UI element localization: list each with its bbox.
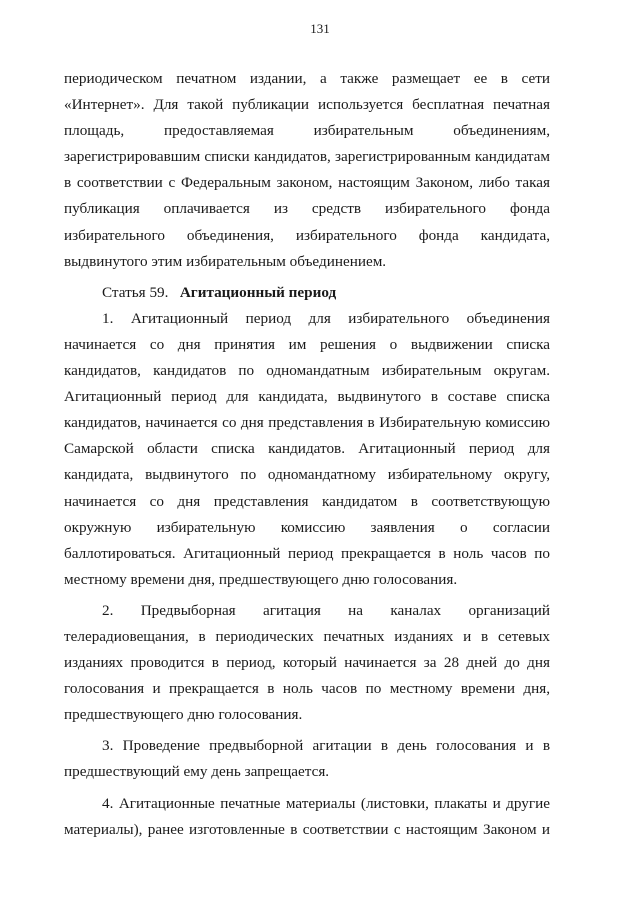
- page-number: 131: [310, 21, 330, 36]
- article-heading: [64, 280, 550, 306]
- continuation-paragraph: периодическом печатном издании, а также размещает ее в сети «Интернет». Для такой публикации используется бесплатная печатная площадь, предоставляемая избирательным объединениям, зарегистрировавшим списки кандидатов, зарегистрированным кандидатам в соответствии с Федеральным законом, настоящим Законом, либо такая публикация оплачивается из средств избирательного фонда избирательного объединения, избирательного фонда кандидата, выдвинутого этим избирательным объединением.: [64, 70, 550, 270]
- article-title: Агитационный период: [179, 283, 337, 301]
- paragraph-3: 3. Проведение предвыборной агитации в день голосования и в предшествующий ему день запрещается.: [64, 737, 550, 781]
- document-body: [64, 66, 550, 843]
- paragraph-1: 1. Агитационный период для избирательного объединения начинается со дня принятия им решения о выдвижении списка кандидатов, кандидатов по одномандатным избирательным округам. Агитационный период для кандидата, выдвинутого в составе списка кандидатов, начинается со дня представления в Избирательную комиссию Самарской области списка кандидатов. Агитационный период для кандидата, выдвинутого по одномандатному избирательному округу, начинается со дня представления кандидатом в соответствующую окружную избирательную комиссию заявления о согласии баллотироваться. Агитационный период прекращается в ноль часов по местному времени дня, предшествующего дню голосования.: [64, 309, 550, 588]
- paragraph-4: 4. Агитационные печатные материалы (листовки, плакаты и другие материалы), ранее изготовленные в соответствии с настоящим Законом и: [64, 794, 550, 838]
- paragraph-2: 2. Предвыборная агитация на каналах организаций телерадиовещания, в периодических печатных изданиях и в сетевых изданиях проводится в период, который начинается за 28 дней до дня голосования и прекращается в ноль часов по местному времени дня, предшествующего дню голосования.: [64, 601, 550, 724]
- article-number: Статья 59.: [102, 283, 169, 301]
